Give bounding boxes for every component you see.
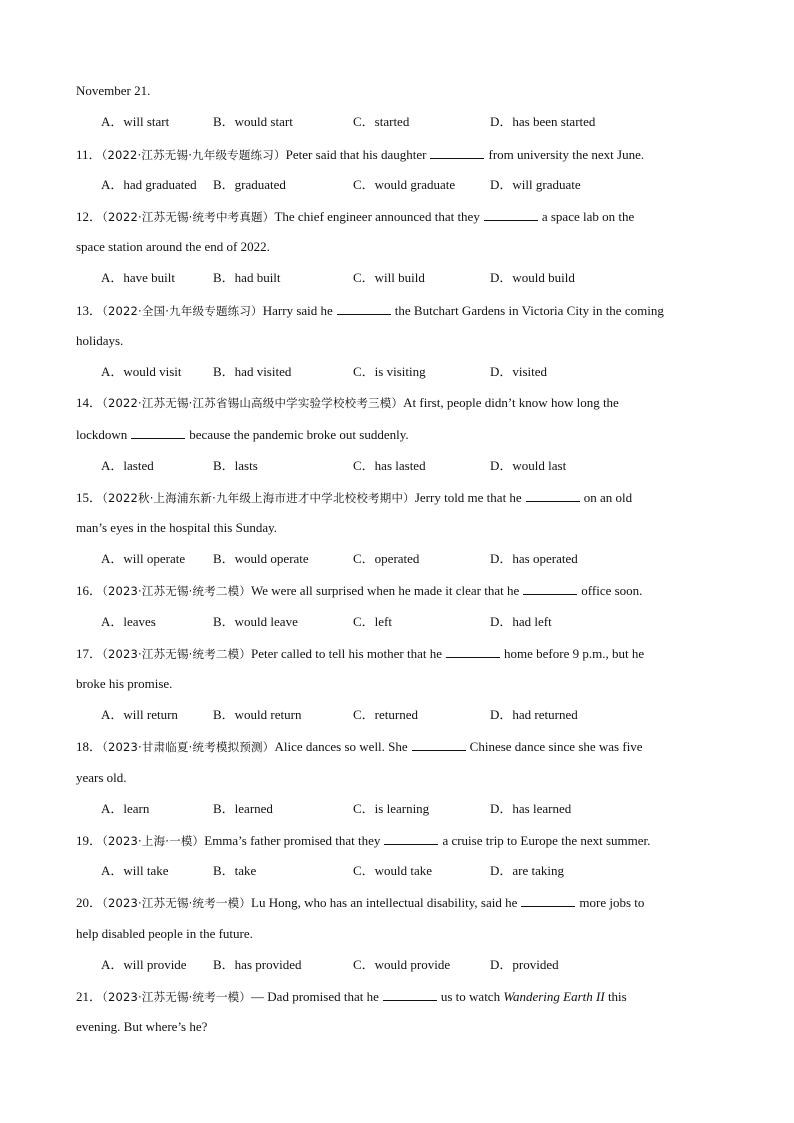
question-number: 11． xyxy=(76,147,102,162)
question-text-line-2: evening. But where’s he? xyxy=(76,1019,208,1034)
question-source: （2023·江苏无锡·统考二模） xyxy=(102,584,252,598)
option-a[interactable]: A．leaves xyxy=(101,614,156,629)
question-number: 12． xyxy=(76,209,103,224)
question-text: Harry said he xyxy=(262,303,333,318)
option-b[interactable]: B．would return xyxy=(213,707,302,722)
question-source: （2022秋·上海浦东新·九年级上海市进才中学北校校考期中） xyxy=(102,491,415,505)
question-text: Jerry told me that he xyxy=(414,490,522,505)
question-text: Alice dances so well. She xyxy=(274,739,408,754)
question-source: （2023·甘肃临夏·统考模拟预测） xyxy=(102,740,275,754)
answer-blank[interactable] xyxy=(337,302,391,315)
option-b[interactable]: B．would operate xyxy=(213,551,309,566)
question-number: 20． xyxy=(76,895,103,910)
question-text: — Dad promised that he xyxy=(251,989,379,1004)
option-d[interactable]: D．would last xyxy=(490,458,567,473)
option-a[interactable]: A．will start xyxy=(101,114,170,129)
option-b[interactable]: B．would start xyxy=(213,114,293,129)
question-source: （2023·江苏无锡·统考一模） xyxy=(102,990,252,1004)
option-c[interactable]: C．started xyxy=(353,114,410,129)
question-17 xyxy=(76,645,644,662)
option-a[interactable]: A．will provide xyxy=(101,957,187,972)
option-b[interactable]: B．would leave xyxy=(213,614,298,629)
question-text: November 21. xyxy=(76,83,151,98)
question-text-continued: on an old xyxy=(583,490,633,505)
option-b[interactable]: B．graduated xyxy=(213,177,286,192)
question-text: Emma’s father promised that they xyxy=(204,833,381,848)
option-a[interactable]: A．would visit xyxy=(101,364,182,379)
answer-blank[interactable] xyxy=(526,489,580,502)
answer-blank[interactable] xyxy=(523,582,577,595)
option-c[interactable]: C．has lasted xyxy=(353,458,426,473)
option-a[interactable]: A．had graduated xyxy=(101,177,197,192)
question-11 xyxy=(76,146,644,163)
option-d[interactable]: D．visited xyxy=(490,364,548,379)
option-b[interactable]: B．lasts xyxy=(213,458,258,473)
option-a[interactable]: A．lasted xyxy=(101,458,154,473)
answer-blank[interactable] xyxy=(521,894,575,907)
question-text: Peter said that his daughter xyxy=(285,147,427,162)
option-c[interactable]: C．left xyxy=(353,614,392,629)
question-text-continued: because the pandemic broke out suddenly. xyxy=(189,427,409,442)
question-number: 14． xyxy=(76,395,103,410)
question-number: 16． xyxy=(76,583,103,598)
answer-blank[interactable] xyxy=(131,426,185,439)
question-16 xyxy=(76,582,642,599)
question-text-continued: the Butchart Gardens in Victoria City in the coming xyxy=(394,303,664,318)
question-10-continuation xyxy=(76,83,150,99)
option-d[interactable]: D．has learned xyxy=(490,801,572,816)
option-c[interactable]: C．is visiting xyxy=(353,364,426,379)
answer-blank[interactable] xyxy=(446,645,500,658)
question-source: （2022·江苏无锡·九年级专题练习） xyxy=(101,148,286,162)
question-20 xyxy=(76,894,644,911)
option-c[interactable]: C．operated xyxy=(353,551,420,566)
question-15 xyxy=(76,489,632,506)
option-b[interactable]: B．has provided xyxy=(213,957,302,972)
answer-blank[interactable] xyxy=(412,738,466,751)
question-source: （2022·全国·九年级专题练习） xyxy=(102,304,263,318)
question-21-line-2 xyxy=(76,1019,207,1035)
question-text: At first, people didn’t know how long the xyxy=(403,395,619,410)
question-text-continued: office soon. xyxy=(581,583,643,598)
question-number: 17． xyxy=(76,646,103,661)
question-text-line-2: space station around the end of 2022. xyxy=(76,239,270,254)
question-source: （2023·上海·一模） xyxy=(102,834,205,848)
question-21 xyxy=(76,988,627,1005)
question-text-continued: Chinese dance since she was five xyxy=(469,739,643,754)
answer-blank[interactable] xyxy=(484,208,538,221)
question-text-line-2: holidays. xyxy=(76,333,124,348)
option-d[interactable]: D．will graduate xyxy=(490,177,581,192)
question-17-line-2 xyxy=(76,676,172,692)
question-text-continued: us to watch xyxy=(440,989,501,1004)
option-d[interactable]: D．has been started xyxy=(490,114,596,129)
option-b[interactable]: B．had visited xyxy=(213,364,292,379)
option-c[interactable]: C．would graduate xyxy=(353,177,456,192)
option-a[interactable]: A．have built xyxy=(101,270,176,285)
question-source: （2023·江苏无锡·统考一模） xyxy=(102,896,252,910)
question-source: （2022·江苏无锡·江苏省锡山高级中学实验学校校考三模） xyxy=(102,396,404,410)
option-b[interactable]: B．take xyxy=(213,863,257,878)
question-text-line-2: man’s eyes in the hospital this Sunday. xyxy=(76,520,277,535)
question-19 xyxy=(76,832,650,849)
question-number: 19． xyxy=(76,833,103,848)
question-number: 21． xyxy=(76,989,103,1004)
option-d[interactable]: D．has operated xyxy=(490,551,578,566)
option-d[interactable]: D．had returned xyxy=(490,707,578,722)
option-d[interactable]: D．had left xyxy=(490,614,552,629)
question-18-line-2 xyxy=(76,770,127,786)
answer-blank[interactable] xyxy=(384,832,438,845)
question-source: （2023·江苏无锡·统考二模） xyxy=(102,647,252,661)
question-text-continued: home before 9 p.m., but he xyxy=(504,646,645,661)
option-a[interactable]: A．will return xyxy=(101,707,178,722)
question-text-continued: a space lab on the xyxy=(541,209,635,224)
question-12 xyxy=(76,208,634,225)
option-c[interactable]: C．would provide xyxy=(353,957,451,972)
question-source: （2022·江苏无锡·统考中考真题） xyxy=(102,210,275,224)
option-c[interactable]: C．is learning xyxy=(353,801,430,816)
option-a[interactable]: A．will operate xyxy=(101,551,186,566)
question-18 xyxy=(76,738,643,755)
question-text-continued: from university the next June. xyxy=(488,147,645,162)
question-12-line-2 xyxy=(76,239,270,255)
option-d[interactable]: D．would build xyxy=(490,270,575,285)
question-text-line-2: broke his promise. xyxy=(76,676,173,691)
option-c[interactable]: C．returned xyxy=(353,707,418,722)
option-a[interactable]: A．learn xyxy=(101,801,150,816)
question-number: 13． xyxy=(76,303,103,318)
question-13 xyxy=(76,302,664,319)
option-c[interactable]: C．would take xyxy=(353,863,433,878)
question-number: 15． xyxy=(76,490,103,505)
question-15-line-2 xyxy=(76,520,277,536)
answer-blank[interactable] xyxy=(383,988,437,1001)
movie-title: Wandering Earth II xyxy=(503,989,605,1004)
question-text: The chief engineer announced that they xyxy=(274,209,480,224)
question-text-continued: more jobs to xyxy=(579,895,645,910)
question-text-end: this xyxy=(607,989,627,1004)
question-13-line-2 xyxy=(76,333,123,349)
question-text-continued: a cruise trip to Europe the next summer. xyxy=(442,833,651,848)
answer-blank[interactable] xyxy=(430,146,484,159)
question-14-line-2 xyxy=(76,426,409,443)
question-text: Peter called to tell his mother that he xyxy=(251,646,443,661)
option-a[interactable]: A．will take xyxy=(101,863,169,878)
question-text-line-2: help disabled people in the future. xyxy=(76,926,253,941)
question-text: Lu Hong, who has an intellectual disability, said he xyxy=(251,895,518,910)
question-text-line-2: lockdown xyxy=(76,427,128,442)
option-b[interactable]: B．learned xyxy=(213,801,273,816)
option-d[interactable]: D．provided xyxy=(490,957,559,972)
question-text-line-2: years old. xyxy=(76,770,127,785)
question-number: 18． xyxy=(76,739,103,754)
option-b[interactable]: B．had built xyxy=(213,270,281,285)
option-c[interactable]: C．will build xyxy=(353,270,425,285)
question-14 xyxy=(76,395,619,411)
option-d[interactable]: D．are taking xyxy=(490,863,565,878)
question-20-line-2 xyxy=(76,926,253,942)
question-text: We were all surprised when he made it clear that he xyxy=(251,583,520,598)
